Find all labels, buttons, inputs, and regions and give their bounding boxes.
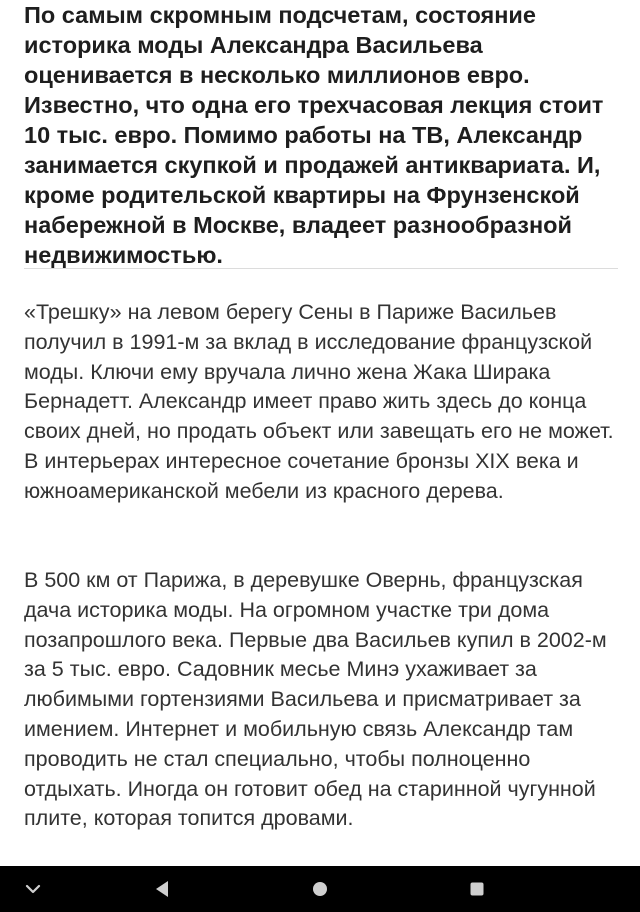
chevron-down-icon [25, 884, 41, 894]
section-divider [24, 268, 618, 269]
article-lead-paragraph: По самым скромным подсчетам, состояние историка моды Александра Васильева оценивается в несколько миллионов евро. Известно, что одна его трехчасовая лекция стоит 10 тыс. евро. Помимо работы на ТВ, Александр занимается скупкой и продажей антиквариата. И, кроме родительской квартиры на Фрунзенской набережной в Москве, владеет разнообразной недвижимостью. [24, 2, 604, 268]
recents-square-icon [469, 881, 485, 897]
home-button[interactable] [290, 866, 350, 912]
recents-button[interactable] [447, 866, 507, 912]
article-paragraph-paris: «Трешку» на левом берегу Сены в Париже Васильев получил в 1991-м за вклад в исследование французской моды. Ключи ему вручала лично жена Жака Ширака Бернадетт. Александр имеет право жить здесь до конца своих дней, но продать объект или завещать его не может. В интерьерах интересное сочетание бронзы XIX века и южноамериканской мебели из красного дерева. [24, 300, 614, 503]
article-paragraph-auvergne: В 500 км от Парижа, в деревушке Овернь, французская дача историка моды. На огромном участке три дома позапрошлого века. Первые два Васильев купил в 2002-м за 5 тыс. евро. Садовник месье Минэ ухаживает за любимыми гортензиями Васильева и присматривает за имением. Интернет и мобильную связь Александр там проводить не стал специально, чтобы полноценно отдыхать. Иногда он готовит обед на старинной чугунной плите, которая топится дровами. [24, 568, 607, 831]
system-navigation-bar [0, 866, 640, 912]
back-triangle-icon [154, 880, 170, 898]
collapse-nav-button[interactable] [3, 866, 63, 912]
home-circle-icon [312, 881, 328, 897]
back-button[interactable] [132, 866, 192, 912]
